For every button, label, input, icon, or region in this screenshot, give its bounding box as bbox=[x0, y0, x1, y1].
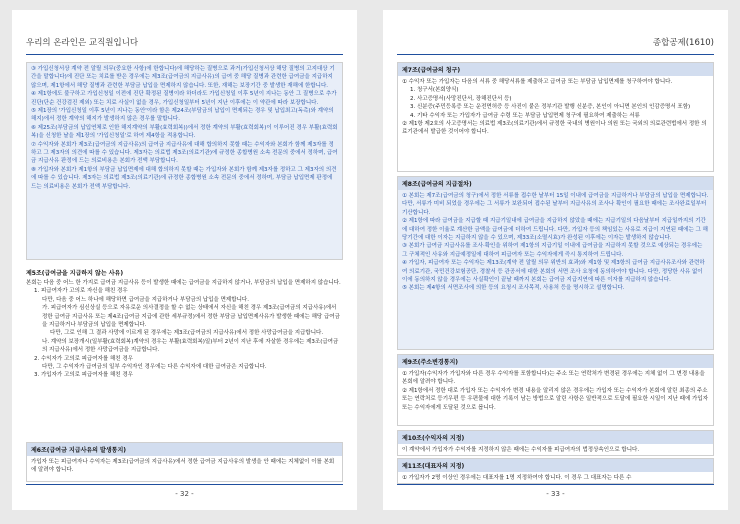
section-7-line: 4. 기타 수익자 또는 가입자가 급여금 수령 또는 부담금 납입면제 청구에 필요하여 제출하는 서류 bbox=[410, 112, 640, 119]
section-10-title: 제10조(수익자의 지정) bbox=[398, 431, 713, 444]
section-11-title: 제11조(대표자의 지정) bbox=[398, 459, 713, 472]
section-8-box bbox=[397, 176, 714, 350]
section-11-line: ① 가입자가 2명 이상인 경우에는 대표자를 1명 지정하여야 합니다. 이 경우 그 대표자는 다른 수 bbox=[402, 475, 632, 481]
section-10-body bbox=[398, 444, 713, 456]
section-7-line: 1. 청구서(본회양식) bbox=[410, 87, 459, 94]
section-6-line: 가입자 또는 피급여자나 수익자는 제3조(급여금의 지급사유)에서 정한 급여금 지급사유의 발생을 안 때에는 지체없이 이를 본회에 알려야 합니다. bbox=[31, 459, 335, 474]
left-top-box bbox=[26, 62, 343, 260]
left-header bbox=[26, 36, 343, 50]
section-5-line: 다만, 그로 인해 그 결과 사망에 이르게 된 경우에는 제3조(급여금의 지급사유)에서 정한 사망급여금을 지급합니다. bbox=[50, 330, 324, 337]
section-7-box bbox=[397, 62, 714, 172]
section-6-body bbox=[27, 456, 342, 477]
section-6-box bbox=[26, 442, 343, 482]
top-box-para: ④ 제1항에도 불구하고 가입신청일 이전에 진단 확정된 질병이라 하더라도 가입신청일 이후 5년이 지나는 동안 그 질병으로 추가 진단(단순 건강검진 제외) 또는 치료 사실이 없을 경우, 가입신청일부터 5년이 지난 이후에는 이 약관에 따라 보장합니다. bbox=[31, 91, 337, 106]
section-7-line: ① 수익자 또는 가입자는 다음의 서류 중 해당서류를 제출하고 급여금 또는 부담금 납입면제를 청구하여야 합니다. bbox=[402, 79, 673, 85]
section-5-line: 3. 가입자가 고의로 피급여자를 해친 경우 bbox=[34, 372, 133, 379]
right-header-rule bbox=[397, 54, 714, 55]
section-9-box bbox=[397, 354, 714, 426]
section-8-line: ⑤ 본회는 제4항의 서면조사에 의한 등의 요청시 조사목적, 사용처 등을 명시하고 설명합니다. bbox=[402, 285, 625, 292]
right-page-number: - 33 - bbox=[546, 490, 565, 498]
section-8-line: ① 본회는 제7조(급여금의 청구)에서 정한 서류를 접수한 날부터 15일 이내에 급여금을 지급하거나 부담금의 납입을 면제합니다. 다만, 서류가 미비 되었을 경우에는 그 서류가 보완되어 접수된 날부터 지급사유의 조사나 확인이 필요한 때에는 조사완료일부터 기산합니다. bbox=[402, 193, 709, 216]
top-box-para: ⑤ 제1장의 '가입신청일 이후 5년이 지나는 동안'이라 함은 제24조(부담금의 납입이 면제되는 경우 및 납입최고(독촉)와 계약의 해지)에서 정한 계약의 해지가 발생하지 않은 경우를 말합니다. bbox=[31, 108, 334, 123]
section-9-body bbox=[398, 368, 713, 414]
section-5-line: 다만, 다음 중 어느 하나에 해당하면 급여금을 지급하거나 부담금의 납입을 면제합니다. bbox=[42, 296, 249, 303]
section-7-line: 2. 사고증명서(사망진단서, 장해진단서 등) bbox=[410, 95, 512, 102]
left-page bbox=[12, 10, 357, 510]
top-box-para: ⑦ 수익자와 본회가 제3조(급여금의 지급사유)의 급여금 지급사유에 대해 합의하지 못할 때는 수익자와 본회가 함께 제3자를 정하고 그 제3자의 의견에 따를 수 있습니다. 제3자는 의료법 제3조(의료기관)에 규정한 종합병원 소속 전문의 중에서 정하며, 급여금 지급사유 판정에 드는 의료비용은 본회가 전액 부담합니다. bbox=[31, 141, 338, 165]
section-8-body bbox=[398, 190, 713, 295]
right-header-title: 종합공제(1610) bbox=[652, 38, 714, 48]
top-box-para: ③ 가입신청서상 계약 전 알릴 의무(중요한 사항)에 한합니다)에 해당하는 질병으로 과거(가입신청서상 해당 질병의 고지대상 기간을 말합니다)에 진단 또는 치료를 받은 경우에는 제3조(급여금의 지급사유)의 급여 중 해당 질병과 관련한 급여금을 지급하지 않으며, 제1항에서 해당 질병과 관련한 부담금 납입을 면제하지 않습니다. 또한, 재해는 보장기간 중 발생한 재해에 한합니다. bbox=[31, 66, 335, 89]
section-7-line: ② 제1항 제2호의 사고증명서는 의료법 제3조(의료기관)에서 규정한 국내의 병원이나 의원 또는 국외의 의료관련법에서 정한 의료기관에서 발급한 것이어야 합니다. bbox=[402, 121, 707, 136]
section-5-line: 1. 피급여자가 고의로 자신을 해친 경우 bbox=[34, 288, 128, 295]
section-5 bbox=[26, 268, 343, 380]
left-footer-rule bbox=[26, 484, 343, 485]
section-10-box bbox=[397, 430, 714, 456]
right-footer-rule bbox=[397, 484, 714, 485]
section-10-line: 이 계약에서 가입자가 수익자를 지정하지 않은 때에는 수익자를 피급여자의 법정상속인으로 합니다. bbox=[402, 447, 640, 453]
section-6-title: 제6조(급여금 지급사유의 발생통지) bbox=[27, 443, 342, 456]
left-page-number: - 32 - bbox=[175, 490, 194, 498]
section-8-line: ④ 가입자, 피급여자 또는 수익자는 제13조(계약 전 알릴 의무 위반의 효과)와 제1항 및 제3항의 급여금 지급사유조사와 관련하여 의료기관, 국민건강보험공단, 경찰서 등 관공서에 대한 본회의 서면 조사 요청에 동의하여야 합니다. 다만, 정당한 사유 없이 이에 동의하지 않을 경우에는 사실확인이 끝날 때까지 본회는 급여금 지급지연에 따른 이자를 지급하지 않습니다. bbox=[402, 260, 705, 284]
section-8-title: 제8조(급여금의 지급절차) bbox=[398, 177, 713, 190]
section-9-title: 제9조(주소변경통지) bbox=[398, 355, 713, 368]
top-box-para: ⑥ 제25조(부담금의 납입연체로 인한 해지계약의 부활(효력회복))에서 정한 계약의 부활(효력회복)이 이루어진 경우 부활(효력회복)을 신청한 날을 제1장의 '가입신청일'로 하여 제4항을 적용합니다. bbox=[31, 124, 338, 140]
section-9-line: ② 제1항에서 정한 대로 가입자 또는 수익자가 변경 내용을 알리지 않은 경우에는 가입자 또는 수익자가 본회에 알린 최종의 주소 또는 연락처로 등기우편 등 우편물에 대한 기록이 남는 방법으로 알린 사항은 일반적으로 도달에 필요한 시일이 지난 때에 가입자 또는 수익자에게 도달된 것으로 봅니다. bbox=[402, 387, 709, 411]
section-8-line: ② 제1항에 따라 급여금을 지급할 때 지급기일내에 급여금을 지급하지 않았을 때에는 지급기일의 다음날부터 지급일까지의 기간에 대하여 정한 이율로 계산한 금액을 급여금에 더하여 드립니다. 다만, 가입자 등의 책임있는 사유로 지급이 지연된 때에는 그 해당기간에 대한 이자는 지급하지 않을 수 있으며, 제33조(소멸시효)가 완성된 이후에는 이자는 발생하지 않습니다. bbox=[402, 218, 708, 242]
section-5-line: 2. 수익자가 고의로 피급여자를 해친 경우 bbox=[34, 355, 133, 362]
left-header-rule bbox=[26, 54, 343, 55]
left-header-title: 우리의 온라인은 교직원입니다 bbox=[26, 38, 139, 48]
section-7-title: 제7조(급여금의 청구) bbox=[398, 63, 713, 76]
section-5-line: 가. 피급여자가 심신상실 등으로 자유로운 의사결정을 할 수 없는 상태에서 자신을 해친 경우 제3조(급여금의 지급사유)에서 정한 급여금 지급사유 또는 제4조(급여금 지급에 관한 세부규정)에서 정한 부담금 납입면제사유가 발생한 때에는 해당 급여금을 지급하거나 부담금의 납입을 면제합니다. bbox=[42, 305, 340, 329]
section-5-line: 다만, 그 수익자가 급여금의 일부 수익자인 경우에는 다른 수익자에 대한 급여금은 지급합니다. bbox=[42, 364, 267, 371]
top-box-para: ⑧ 가입자와 본회가 제1항의 부담금 납입면제에 대해 합의하지 못할 때는 가입자와 본회가 함께 제3자를 정하고 그 제3자의 의견에 따를 수 있습니다. 제3자는 의료법 제3조(의료기관)에 규정한 종합병원 소속 전문의 중에서 정하며, 부담금 납입면제 판정에 드는 의료비용은 본회가 전액 부담합니다. bbox=[31, 166, 337, 190]
right-page bbox=[383, 10, 728, 510]
section-7-line: 3. 신분증(주민등록증 또는 운전면허증 등 사진이 붙은 정부기관 발행 신분증, 본인이 아니면 본인의 인감증명서 포함) bbox=[410, 104, 691, 111]
section-5-line: 나. 계약의 보장개시(일부활(효력회복)계약의 경우는 부활(효력회복)일)부터 2년이 지난 후에 자살한 경우에는 제3조(급여금의 지급사유)에서 정한 사망급여금을 지급합니다. bbox=[42, 338, 339, 354]
section-11-body bbox=[398, 472, 713, 484]
right-header bbox=[397, 36, 714, 50]
section-8-line: ③ 본회가 급여금 지급사유를 조사·확인을 위하여 제1항의 지급기일 이내에 급여금을 지급하지 못할 것으로 예상되는 경우에는 그 구체적인 사유와 지급예정일에 대하여 피급여자 또는 수익자에게 즉시 통지하여 드립니다. bbox=[402, 243, 703, 258]
section-9-line: ① 가입자(수익자가 가입자와 다른 경우 수익자를 포함합니다)는 주소 또는 연락처가 변경된 경우에는 지체 없이 그 변경 내용을 본회에 알려야 합니다. bbox=[402, 371, 705, 386]
section-11-box bbox=[397, 458, 714, 484]
section-5-title: 제5조(급여금을 지급하지 않는 사유) bbox=[26, 270, 124, 277]
left-top-box-body bbox=[27, 63, 342, 193]
section-7-body bbox=[398, 76, 713, 139]
section-5-line: 본회는 다음 중 어느 한 가지로 급여금 지급사유 등이 발생한 때에는 급여금을 지급하지 않거나, 부담금의 납입을 면제하지 않습니다. bbox=[26, 280, 341, 286]
